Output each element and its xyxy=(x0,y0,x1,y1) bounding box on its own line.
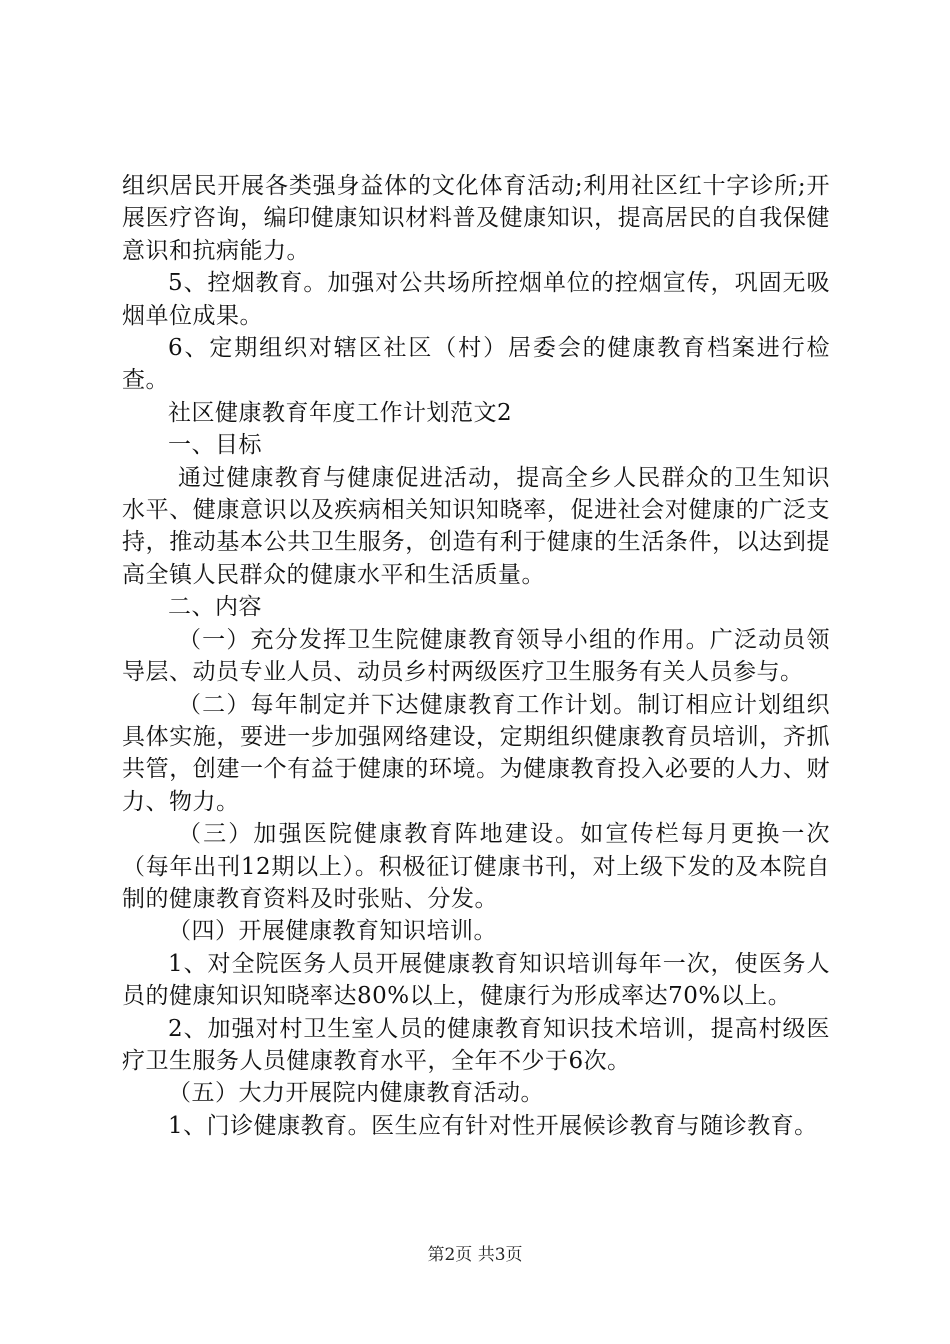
heading-content: 二、内容 xyxy=(168,594,262,621)
heading-goals: 一、目标 xyxy=(168,432,262,459)
paragraph-goals: 通过健康教育与健康促进活动，提高全乡人民群众的卫生知识水平、健康意识以及疾病相关知识知晓率，促进社会对健康的广泛支持，推动基本公共卫生服务，创造有利于健康的生活条件，以达到提高全镇人民群众的健康水平和生活质量。 xyxy=(122,464,830,588)
paragraph-item-4: （四）开展健康教育知识培训。 xyxy=(168,918,497,945)
paragraph-smoking-control: 5、控烟教育。加强对公共场所控烟单位的控烟宣传，巩固无吸烟单位成果。 xyxy=(122,270,830,329)
paragraph-continued-intro: 组织居民开展各类强身益体的文化体育活动;利用社区红十字诊所;开展医疗咨询，编印健康知识材料普及健康知识，提高居民的自我保健意识和抗病能力。 xyxy=(122,173,830,264)
paragraph-item-1: （一）充分发挥卫生院健康教育领导小组的作用。广泛动员领导层、动员专业人员、动员乡村两级医疗卫生服务有关人员参与。 xyxy=(122,626,830,686)
paragraph-item-2: （二）每年制定并下达健康教育工作计划。制订相应计划组织具体实施，要进一步加强网络建设，定期组织健康教育员培训，齐抓共管，创建一个有益于健康的环境。为健康教育投入必要的人力、财力、物力。 xyxy=(122,691,830,815)
document-body xyxy=(122,170,830,1142)
paragraph-outpatient: 1、门诊健康教育。医生应有针对性开展候诊教育与随诊教育。 xyxy=(168,1112,818,1139)
paragraph-training-2: 2、加强对村卫生室人员的健康教育知识技术培训，提高村级医疗卫生服务人员健康教育水平，全年不少于6次。 xyxy=(122,1015,830,1074)
section-title: 社区健康教育年度工作计划范文2 xyxy=(168,399,513,426)
paragraph-training-1: 1、对全院医务人员开展健康教育知识培训每年一次，使医务人员的健康知识知晓率达80%以上，健康行为形成率达70%以上。 xyxy=(122,950,830,1010)
paragraph-item-3: （三）加强医院健康教育阵地建设。如宣传栏每月更换一次（每年出刊12期以上）。积极征订健康书刊，对上级下发的及本院自制的健康教育资料及时张贴、分发。 xyxy=(122,821,830,912)
page-number: 第2页 共3页 xyxy=(427,1245,523,1265)
paragraph-archive-check: 6、定期组织对辖区社区（村）居委会的健康教育档案进行检查。 xyxy=(122,335,830,394)
paragraph-item-5: （五）大力开展院内健康教育活动。 xyxy=(168,1080,544,1107)
